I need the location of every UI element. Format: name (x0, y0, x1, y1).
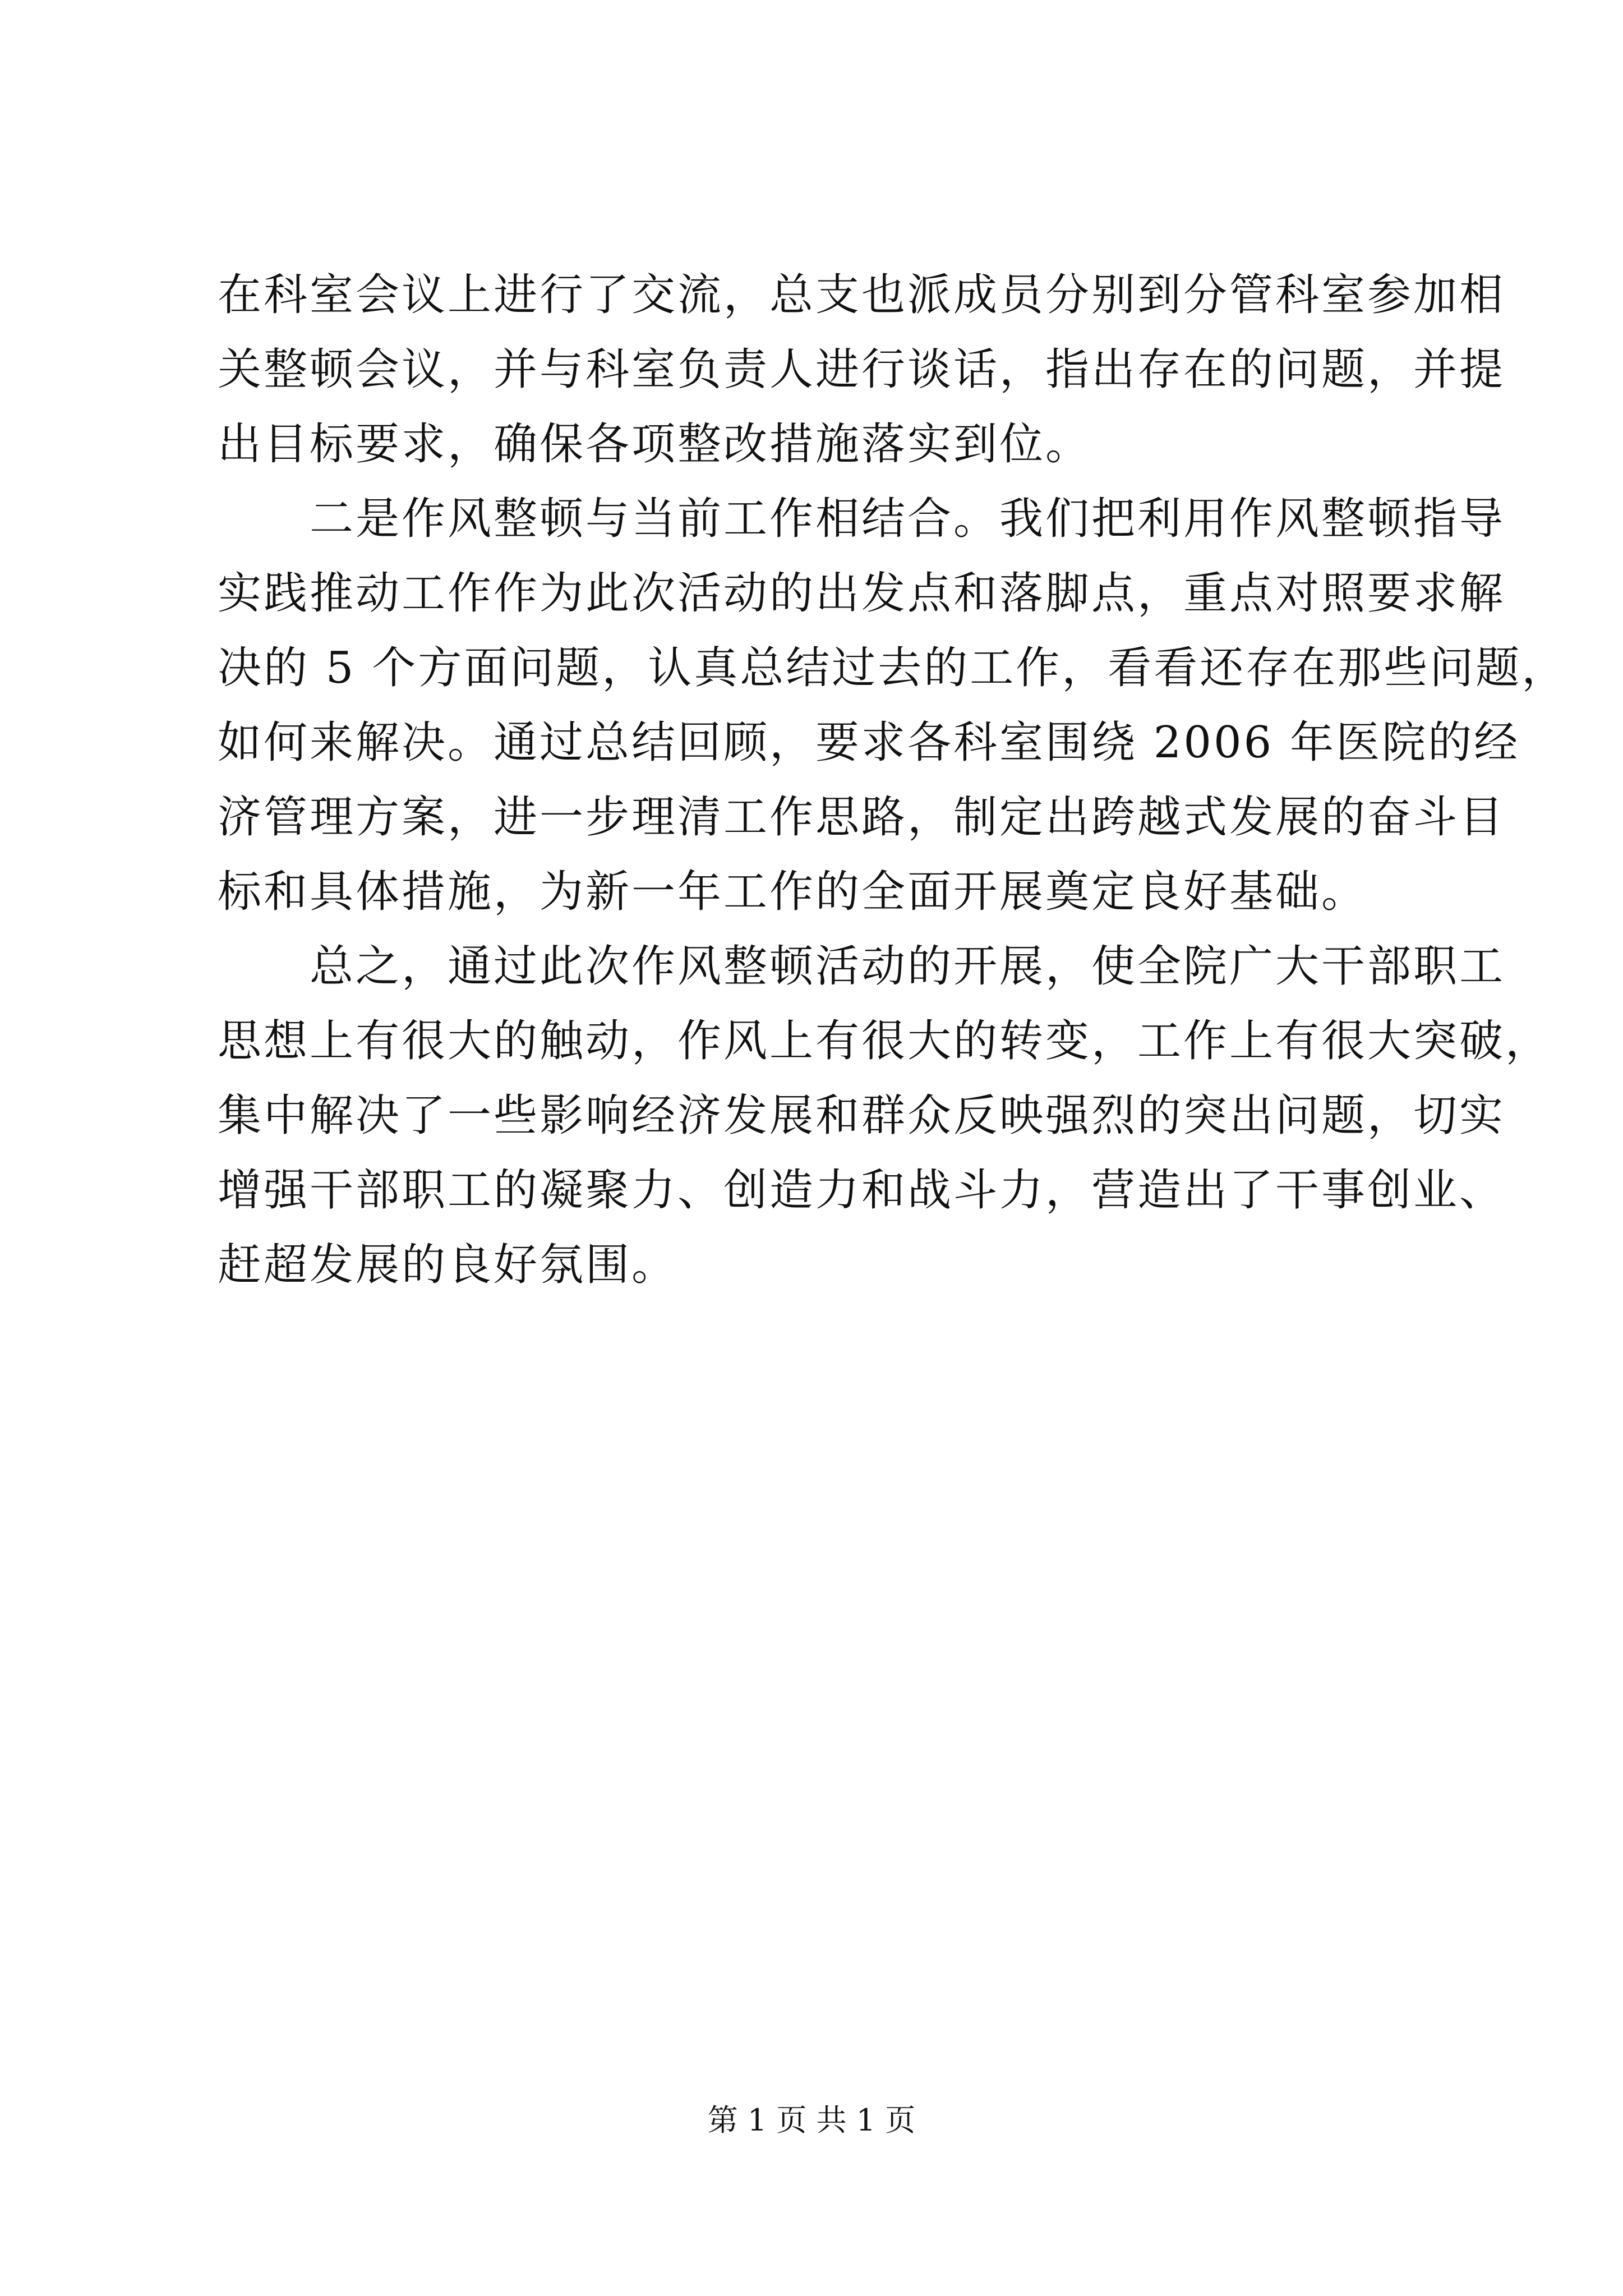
page-number-footer: 第 1 页 共 1 页 (707, 2102, 916, 2138)
paragraph-first-line: 二是作风整顿与当前工作相结合。我们把利用作风整顿指导 (310, 494, 1506, 544)
text-line: 在科室会议上进行了交流，总支也派成员分别到分管科室参加相 (218, 270, 1506, 320)
text-line: 思想上有很大的触动，作风上有很大的转变，工作上有很大突破， (218, 1016, 1552, 1066)
text-line: 标和具体措施，为新一年工作的全面开展奠定良好基础。 (218, 867, 1368, 917)
text-line: 增强干部职工的凝聚力、创造力和战斗力，营造出了干事创业、 (218, 1165, 1506, 1216)
paragraph-first-line: 总之，通过此次作风整顿活动的开展，使全院广大干部职工 (310, 941, 1506, 992)
document-body (218, 258, 1568, 1303)
text-line: 出目标要求，确保各项整改措施落实到位。 (218, 419, 1092, 470)
text-line: 决的 5 个方面问题，认真总结过去的工作，看看还存在那些问题， (218, 643, 1568, 693)
text-line: 关整顿会议，并与科室负责人进行谈话，指出存在的问题，并提 (218, 344, 1506, 395)
text-line: 实践推动工作作为此次活动的出发点和落脚点，重点对照要求解 (218, 568, 1506, 619)
text-line: 集中解决了一些影响经济发展和群众反映强烈的突出问题，切实 (218, 1091, 1506, 1141)
text-line: 济管理方案，进一步理清工作思路，制定出跨越式发展的奋斗目 (218, 792, 1506, 843)
text-line: 赶超发展的良好氛围。 (218, 1240, 678, 1290)
text-line: 如何来解决。通过总结回顾，要求各科室围绕 2006 年医院的经 (218, 717, 1520, 768)
